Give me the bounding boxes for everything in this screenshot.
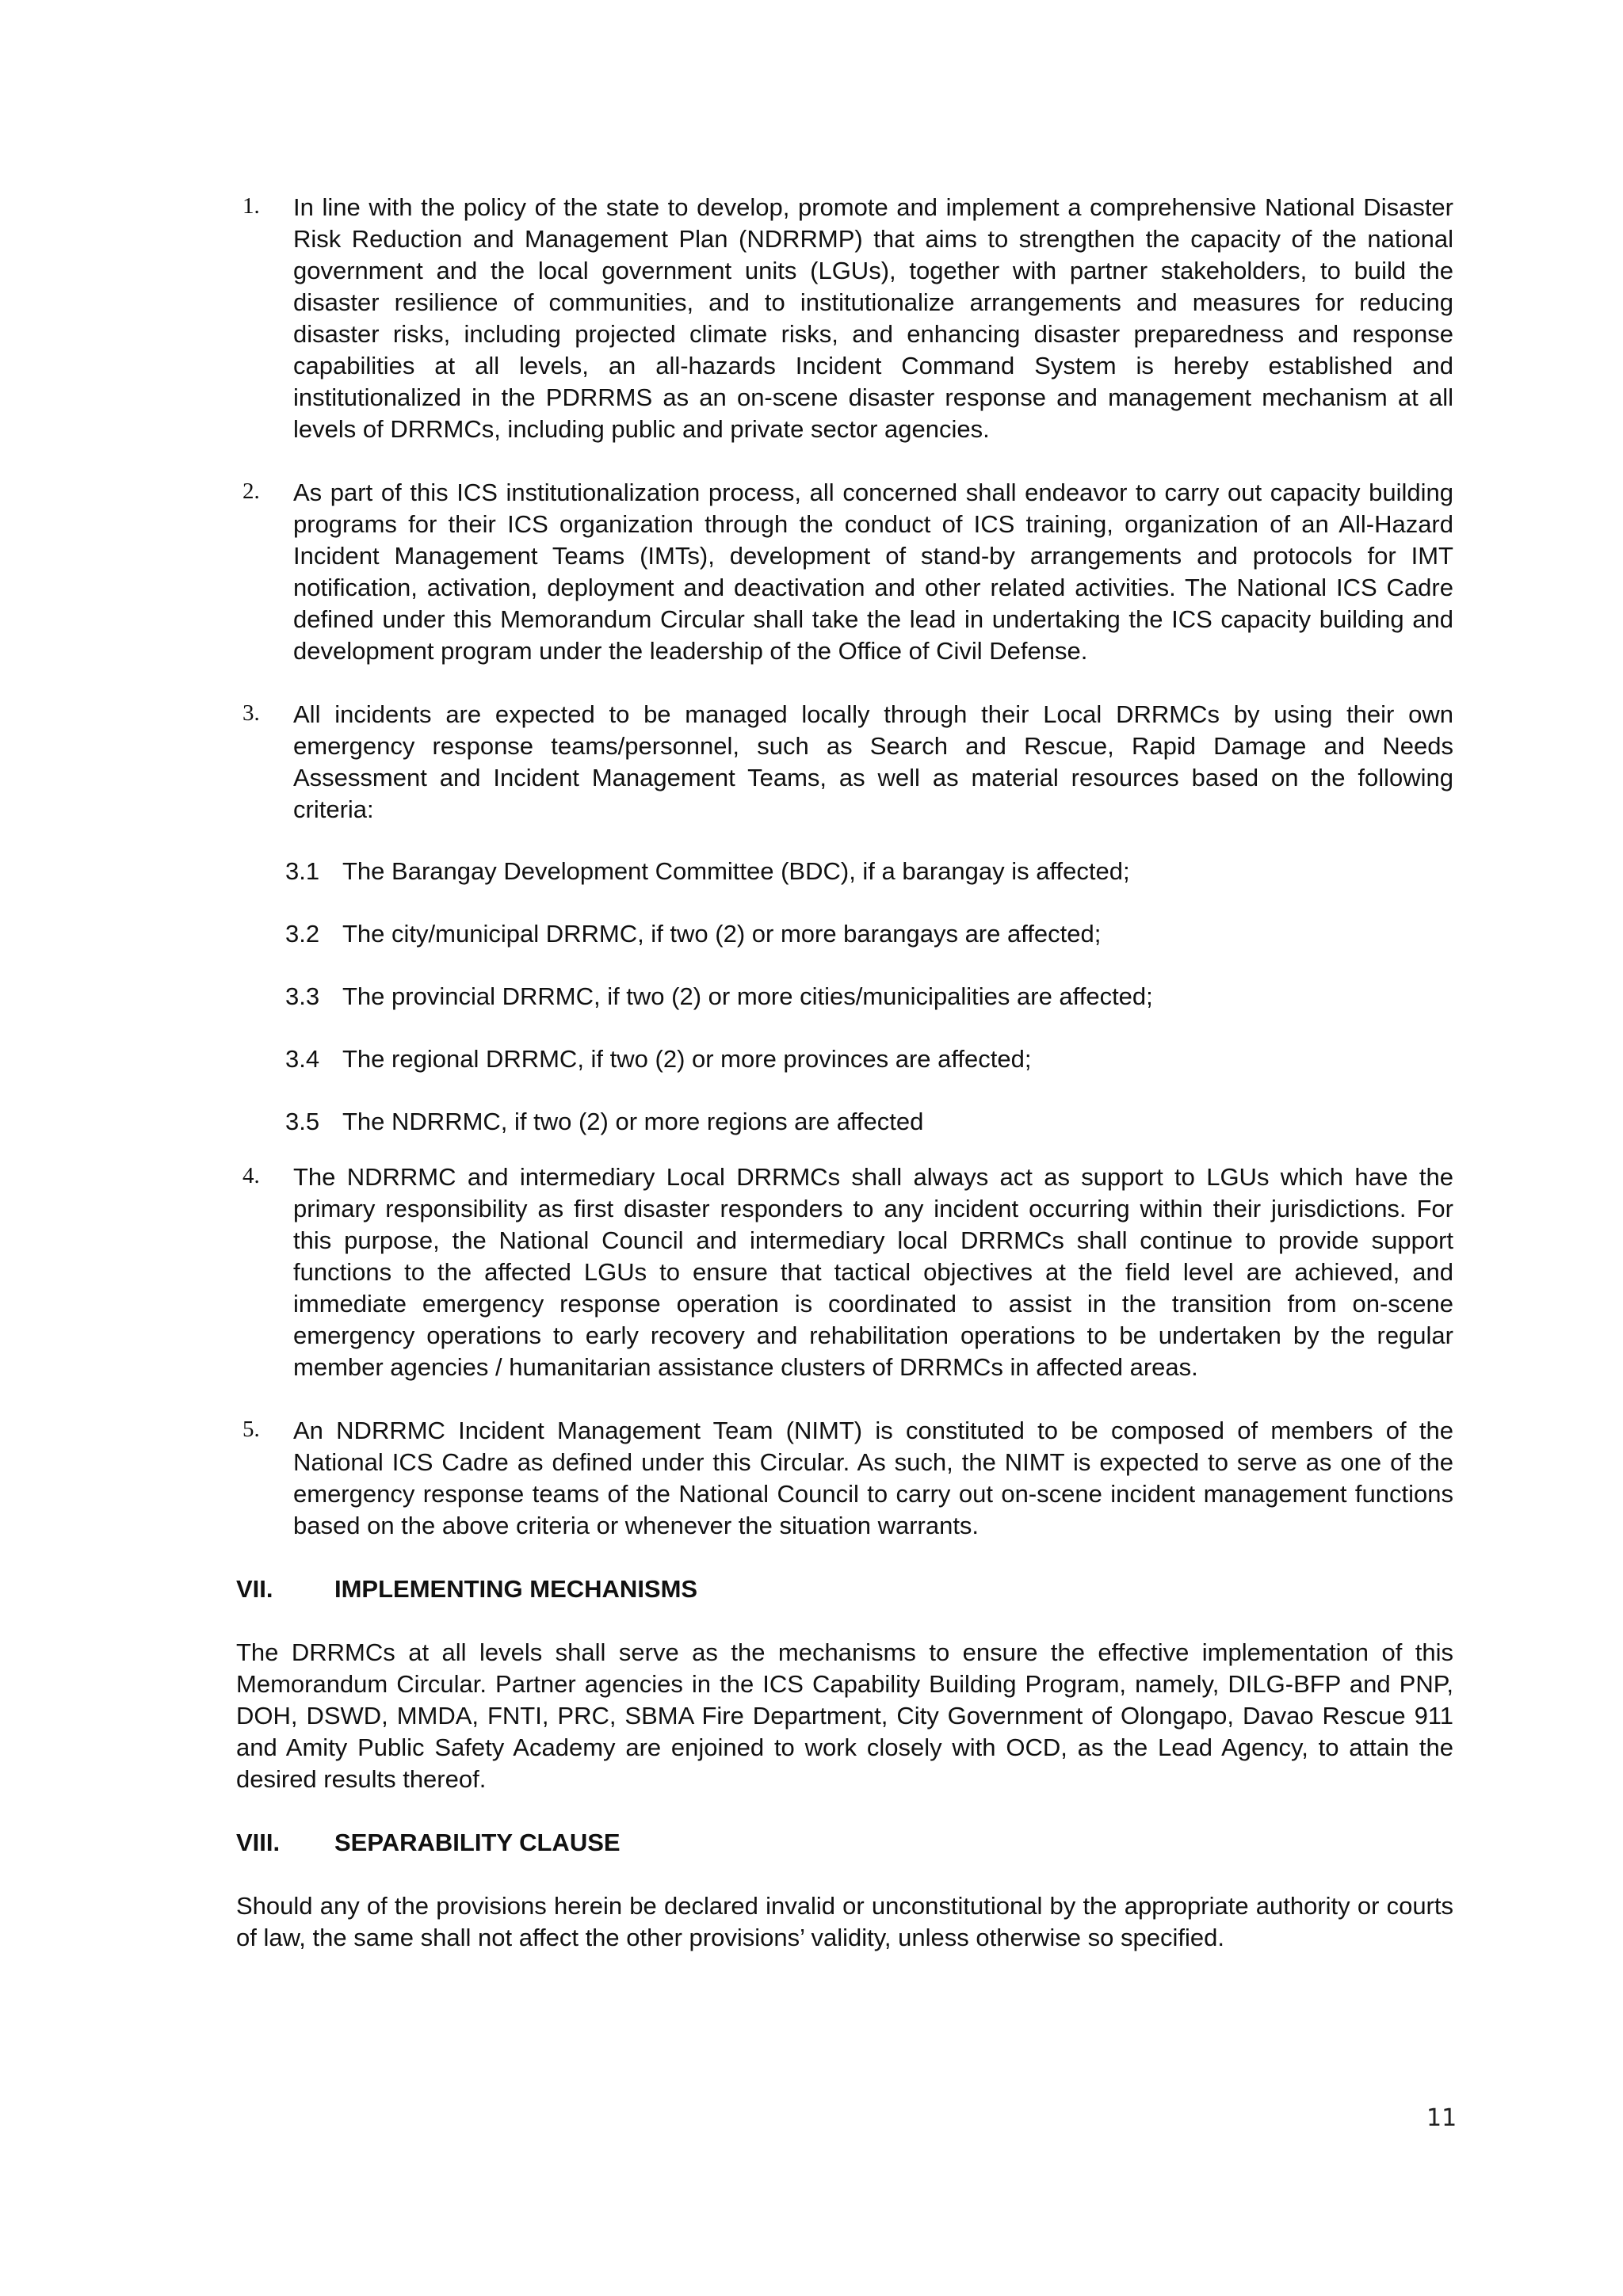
list-item-1 xyxy=(236,192,1453,445)
item-text: An NDRRMC Incident Management Team (NIMT) is constituted to be composed of members of the National ICS Cadre as defined under this Circular. As such, the NIMT is expected to serve as one of the emergency response teams of the National Council to carry out on-scene incident management functions based on the above criteria or whenever the situation warrants. xyxy=(293,1417,1453,1539)
criteria-item xyxy=(285,1043,1453,1075)
list-item-3 xyxy=(236,699,1453,826)
criteria-item xyxy=(285,918,1453,950)
page-number: 11 xyxy=(1426,2104,1457,2132)
criteria-text: The regional DRRMC, if two (2) or more provinces are affected; xyxy=(342,1045,1032,1073)
criteria-item xyxy=(285,981,1453,1013)
section-paragraph: The DRRMCs at all levels shall serve as the mechanisms to ensure the effective implementation of this Memorandum Circular. Partner agencies in the ICS Capability Building Program, namely, DILG-BFP and PNP, DOH, DSWD, MMDA, FNTI, PRC, SBMA Fire Department, City Government of Olongapo, Davao Rescue 911 and Amity Public Safety Academy are enjoined to work closely with OCD, as the Lead Agency, to attain the desired results thereof. xyxy=(236,1638,1453,1793)
section-paragraph: Should any of the provisions herein be declared invalid or unconstitutional by the appropriate authority or courts of law, the same shall not affect the other provisions’ validity, unless otherwise so specified. xyxy=(236,1892,1453,1951)
criteria-item xyxy=(285,1106,1453,1138)
criteria-number: 3.2 xyxy=(285,920,320,948)
section-number: VII. xyxy=(236,1575,273,1603)
section-title: SEPARABILITY CLAUSE xyxy=(334,1829,621,1856)
section-number: VIII. xyxy=(236,1829,281,1856)
item-number: 1. xyxy=(242,193,260,219)
criteria-number: 3.3 xyxy=(285,982,320,1010)
criteria-text: The city/municipal DRRMC, if two (2) or more barangays are affected; xyxy=(342,920,1102,948)
item-text: The NDRRMC and intermediary Local DRRMCs shall always act as support to LGUs which have the primary responsibility as first disaster responders to any incident occurring within their jurisdictions. For this purpose, the National Council and intermediary local DRRMCs shall continue to provide support functions to the affected LGUs to ensure that tactical objectives at the field level are achieved, and immediate emergency response operation is coordinated to assist in the transition from on-scene emergency operations to early recovery and rehabilitation operations to be undertaken by the regular member agencies / humanitarian assistance clusters of DRRMCs in affected areas. xyxy=(293,1163,1453,1381)
criteria-text: The Barangay Development Committee (BDC), if a barangay is affected; xyxy=(342,857,1130,885)
section-heading-vii xyxy=(236,1573,1453,1605)
section-title: IMPLEMENTING MECHANISMS xyxy=(334,1575,698,1603)
item-number: 3. xyxy=(242,700,260,726)
page-content xyxy=(236,192,1453,1985)
item-text: As part of this ICS institutionalization process, all concerned shall endeavor to carry out capacity building programs for their ICS organization through the conduct of ICS training, organization of an All-Hazard Incident Management Teams (IMTs), development of stand-by arrangements and protocols for IMT notification, activation, deployment and deactivation and other related activities. The National ICS Cadre defined under this Memorandum Circular shall take the lead in undertaking the ICS capacity building and development program under the leadership of the Office of Civil Defense. xyxy=(293,479,1453,665)
list-item-2 xyxy=(236,477,1453,667)
list-item-5 xyxy=(236,1415,1453,1542)
criteria-text: The NDRRMC, if two (2) or more regions are affected xyxy=(342,1108,924,1135)
item-number: 4. xyxy=(242,1163,260,1188)
criteria-list xyxy=(236,856,1453,1138)
item-text: In line with the policy of the state to develop, promote and implement a comprehensive National Disaster Risk Reduction and Management Plan (NDRRMP) that aims to strengthen the capacity of the national government and the local government units (LGUs), together with partner stakeholders, to build the disaster resilience of communities, and to institutionalize arrangements and measures for reducing disaster risks, including projected climate risks, and enhancing disaster preparedness and response capabilities at all levels, an all-hazards Incident Command System is hereby established and institutionalized in the PDRRMS as an on-scene disaster response and management mechanism at all levels of DRRMCs, including public and private sector agencies. xyxy=(293,193,1453,443)
item-number: 5. xyxy=(242,1417,260,1442)
criteria-item xyxy=(285,856,1453,887)
item-text: All incidents are expected to be managed locally through their Local DRRMCs by using their own emergency response teams/personnel, such as Search and Rescue, Rapid Damage and Needs Assessment and Incident Management Teams, as well as material resources based on the following criteria: xyxy=(293,700,1453,823)
criteria-text: The provincial DRRMC, if two (2) or more cities/municipalities are affected; xyxy=(342,982,1153,1010)
item-number: 2. xyxy=(242,479,260,504)
criteria-number: 3.5 xyxy=(285,1108,320,1135)
section-heading-viii xyxy=(236,1827,1453,1859)
criteria-number: 3.1 xyxy=(285,857,320,885)
criteria-number: 3.4 xyxy=(285,1045,320,1073)
list-item-4 xyxy=(236,1161,1453,1383)
